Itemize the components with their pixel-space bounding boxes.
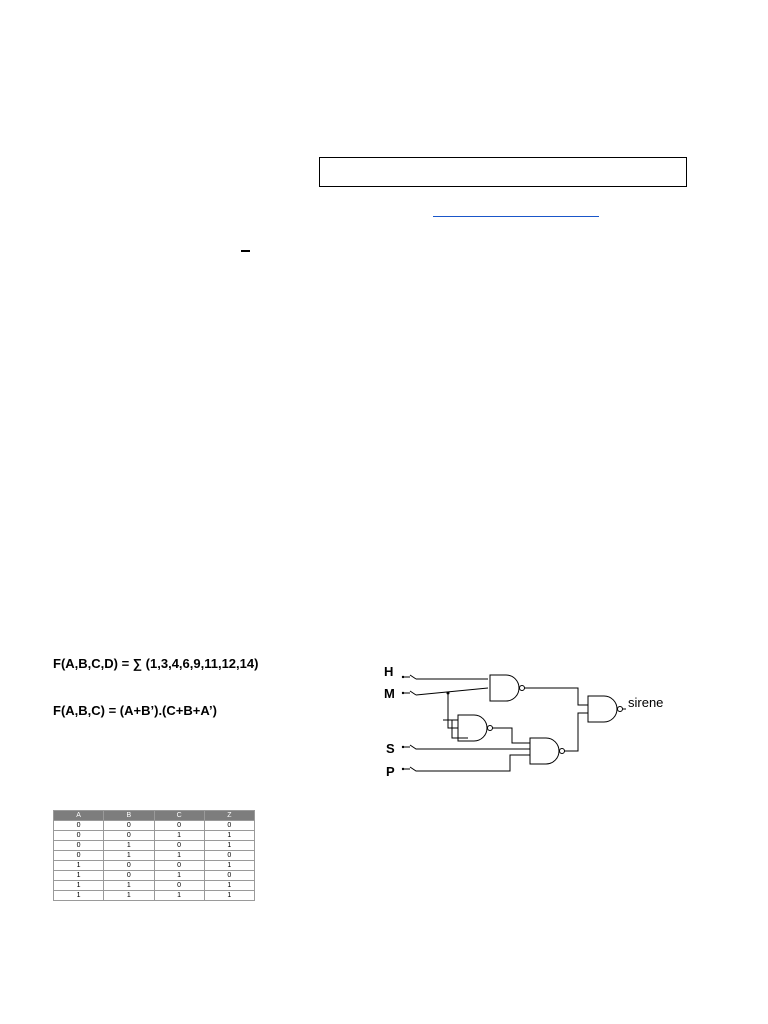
logic-circuit-diagram [380,660,690,785]
truth-table-cell: 1 [204,891,254,901]
output-label-sirene: sirene [628,695,664,710]
truth-table-cell: 1 [204,881,254,891]
truth-table-cell: 0 [204,821,254,831]
header-cell: A [54,811,104,821]
title-box [319,157,687,187]
input-label-s: S [386,741,395,756]
truth-table-row [54,851,255,861]
truth-table-cell: 1 [204,861,254,871]
formula-minterms: F(A,B,C,D) = ∑ (1,3,4,6,9,11,12,14) [53,656,259,671]
truth-table-cell: 1 [154,891,204,901]
truth-table-cell: 0 [54,831,104,841]
truth-table-cell: 1 [204,831,254,841]
truth-table-row [54,871,255,881]
truth-table-cell: 1 [154,871,204,881]
truth-table-cell: 1 [104,891,154,901]
truth-table [53,810,255,901]
truth-table-cell: 0 [154,821,204,831]
header-cell: Z [204,811,254,821]
truth-table-cell: 0 [104,831,154,841]
truth-table-cell: 1 [104,841,154,851]
input-label-m: M [384,686,395,701]
truth-table-cell: 0 [204,871,254,881]
truth-table-cell: 1 [154,831,204,841]
truth-table-cell: 0 [154,841,204,851]
truth-table-row [54,891,255,901]
truth-table-cell: 1 [204,841,254,851]
truth-table-cell: 0 [54,821,104,831]
truth-table-cell: 1 [54,861,104,871]
dash-mark [241,250,250,252]
truth-table-cell: 0 [154,861,204,871]
truth-table-cell: 1 [154,851,204,861]
truth-table-cell: 0 [54,841,104,851]
truth-table-cell: 0 [204,851,254,861]
truth-table-cell: 1 [54,871,104,881]
truth-table-cell: 1 [54,891,104,901]
truth-table-row [54,831,255,841]
input-label-p: P [386,764,395,779]
truth-table-cell: 0 [104,871,154,881]
formula-product-of-sums: F(A,B,C) = (A+B’).(C+B+A’) [53,703,217,718]
truth-table-cell: 0 [54,851,104,861]
truth-table-cell: 1 [104,851,154,861]
header-cell: B [104,811,154,821]
truth-table-cell: 0 [154,881,204,891]
truth-table-row [54,841,255,851]
input-label-h: H [384,664,394,679]
truth-table-cell: 1 [104,881,154,891]
truth-table-cell: 0 [104,821,154,831]
truth-table-row [54,881,255,891]
header-cell: C [154,811,204,821]
truth-table-cell: 0 [104,861,154,871]
hyperlink-underline[interactable] [433,216,599,217]
truth-table-cell: 1 [54,881,104,891]
truth-table-header-row [54,811,255,821]
truth-table-row [54,861,255,871]
truth-table-row [54,821,255,831]
